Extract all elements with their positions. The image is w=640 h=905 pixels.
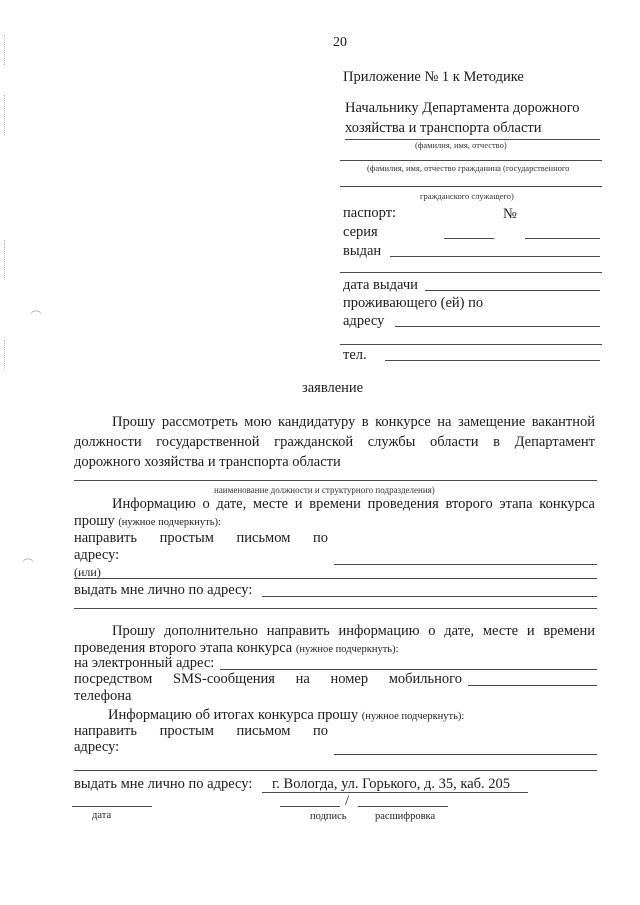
additional-hint: (нужное подчеркнуть):: [295, 644, 399, 655]
number-sign: №: [503, 206, 517, 222]
scan-edge-mark-2: ︵: [22, 550, 35, 564]
scan-edge-dots-low: [4, 240, 7, 280]
scan-edge-dots-bottom: [4, 340, 7, 370]
passport-label: паспорт:: [343, 205, 397, 221]
transcript-line: [358, 806, 448, 807]
info-stage2-prefix: прошу: [74, 513, 119, 529]
hand-over-line: [262, 596, 597, 597]
sms-line-1: посредством SMS-сообщения на номер мобильного: [74, 671, 462, 687]
series-label: серия: [343, 224, 378, 240]
results-mail-line-1: направить простым письмом по: [74, 723, 328, 739]
results-prefix: Информацию об итогах конкурса прошу: [108, 707, 362, 723]
email-line: [220, 669, 597, 670]
email-label: на электронный адрес:: [74, 655, 215, 671]
additional-prefix: проведения второго этапа конкурса: [74, 640, 296, 656]
transcript-caption: расшифровка: [375, 811, 436, 822]
request-line-2: должности государственной гражданской службы области в Департамент: [74, 434, 595, 450]
or-label: (или): [74, 565, 101, 579]
issue-date-line: [425, 290, 600, 291]
hand-over-line-2: [74, 608, 597, 609]
scan-edge-dots-mid: [4, 95, 7, 135]
appendix-note: Приложение № 1 к Методике: [343, 69, 524, 85]
applicant-name-line-2: [340, 186, 602, 187]
phone-line: [385, 360, 600, 361]
send-by-mail-line-2: адресу:: [74, 547, 120, 563]
date-line: [72, 806, 152, 807]
residing-label-2: адресу: [343, 313, 385, 329]
position-line: [74, 480, 597, 481]
mail-address-line: [334, 564, 597, 565]
signature-line: [280, 806, 340, 807]
caption-fio-head: (фамилия, имя, отчество): [415, 140, 507, 150]
info-stage2-hint: (нужное подчеркнуть):: [118, 517, 221, 528]
address-line-2: [340, 344, 602, 345]
phone-label: тел.: [343, 347, 367, 363]
additional-line-2: [74, 641, 399, 656]
passport-number-line: [525, 238, 600, 239]
signature-caption: подпись: [310, 811, 347, 822]
issued-label: выдан: [343, 243, 382, 259]
additional-line-1: Прошу дополнительно направить информацию о дате, месте и времени: [112, 623, 595, 639]
results-hand-over-address: г. Вологда, ул. Горького, д. 35, каб. 205: [272, 776, 511, 792]
request-line-1: Прошу рассмотреть мою кандидатуру в конкурсе на замещение вакантной: [112, 414, 595, 430]
request-line-3: дорожного хозяйства и транспорта области: [74, 454, 341, 470]
page-number: 20: [333, 35, 347, 50]
hand-over-label: выдать мне лично по адресу:: [74, 582, 253, 598]
scan-edge-dots-top: [4, 35, 7, 65]
caption-fio-applicant: (фамилия, имя, отчество гражданина (государственного: [367, 163, 570, 173]
results-hand-over-line: [262, 792, 528, 793]
results-hand-over-label: выдать мне лично по адресу:: [74, 776, 253, 792]
results-line-1: [108, 708, 464, 723]
residing-label-1: проживающего (ей) по: [343, 295, 484, 311]
send-by-mail-line-1: направить простым письмом по: [74, 530, 328, 546]
document-title: заявление: [302, 380, 364, 396]
info-stage2-line-1: Информацию о дате, месте и времени проведения второго этапа конкурса: [112, 496, 595, 512]
addressee-line-1: Начальнику Департамента дорожного: [345, 100, 580, 116]
issued-line-2: [340, 272, 602, 273]
results-address-line-2: [74, 770, 597, 771]
mail-address-line-2: [74, 578, 597, 579]
caption-position: наименование должности и структурного подразделения): [214, 485, 435, 495]
issued-line: [390, 256, 600, 257]
results-mail-line-2: адресу:: [74, 739, 120, 755]
address-line: [395, 326, 600, 327]
series-line: [444, 238, 494, 239]
scan-edge-mark-1: ︵: [30, 302, 43, 316]
date-caption: дата: [92, 810, 112, 821]
caption-fio-applicant-cont: гражданского служащего): [420, 191, 514, 201]
applicant-name-line: [340, 160, 602, 161]
info-stage2-line-2: [74, 514, 221, 529]
results-hint: (нужное подчеркнуть):: [361, 711, 465, 722]
issue-date-label: дата выдачи: [343, 277, 418, 293]
addressee-line-2: хозяйства и транспорта области: [345, 120, 542, 136]
signature-slash: /: [345, 793, 350, 809]
phone-number-line: [468, 685, 597, 686]
sms-line-2: телефона: [74, 688, 132, 704]
results-address-line: [334, 754, 597, 755]
